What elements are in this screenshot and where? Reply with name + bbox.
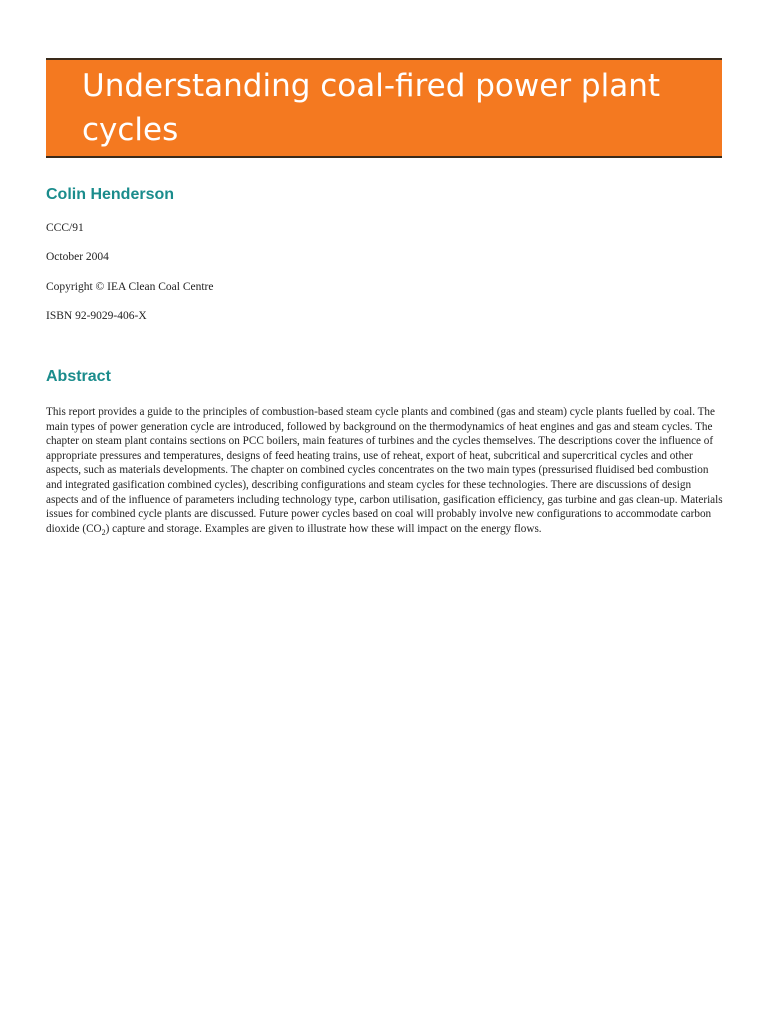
- title-banner: [46, 58, 722, 158]
- abstract-text-part2: ) capture and storage. Examples are given to illustrate how these will impact on the energy flows.: [105, 522, 542, 535]
- co2-subscript: 2: [101, 527, 106, 537]
- abstract-text-part1: This report provides a guide to the principles of combustion-based steam cycle plants and combined (gas and steam) cycle plants fuelled by coal. The main types of power generation cycle are introduced, followed by background on the thermodynamics of heat engines and gas and steam cycles. The chapter on steam plant contains sections on PCC boilers, main features of turbines and the cycles themselves. The descriptions cover the influence of appropriate pressures and temperatures, designs of feed heating trains, use of reheat, export of heat, subcritical and supercritical cycles and other aspects, such as materials developments. The chapter on combined cycles concentrates on the two main types (pressurised fluidised bed combustion and integrated gasification combined cycles), describing configurations and steam cycles for these technologies. There are discussions of design aspects and of the influence of parameters including technology type, carbon utilisation, gasification efficiency, gas turbine and gas clean-up. Materials issues for combined cycle plants are discussed. Future power cycles based on coal will probably involve new configurations to accommodate carbon dioxide (CO: [46, 406, 723, 535]
- author-name: Colin Henderson: [46, 186, 175, 203]
- abstract-text: [46, 405, 724, 536]
- publication-date: October 2004: [46, 251, 109, 263]
- copyright-notice: Copyright © IEA Clean Coal Centre: [46, 281, 214, 293]
- report-code: CCC/91: [46, 222, 84, 234]
- isbn-number: ISBN 92-9029-406-X: [46, 310, 147, 322]
- abstract-heading: Abstract: [46, 368, 111, 385]
- document-title: Understanding coal-fired power plant cycles: [82, 68, 661, 148]
